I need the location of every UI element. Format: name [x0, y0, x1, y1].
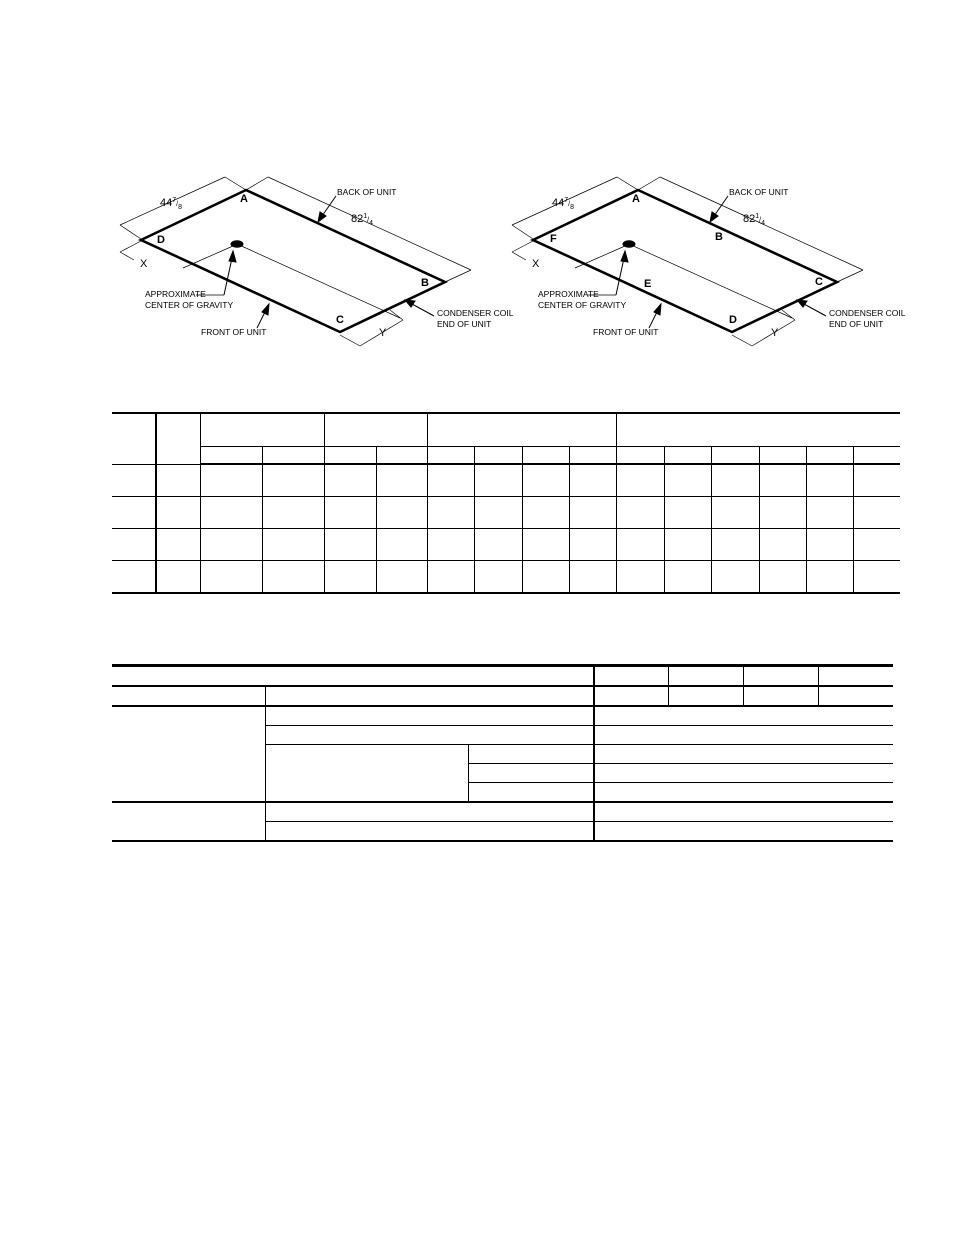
left-corner-a: A	[240, 193, 248, 205]
table-row	[112, 529, 900, 561]
table-header-cell	[818, 666, 893, 687]
table-header-row	[112, 413, 900, 447]
left-width-dim: $44^7_{/8}$	[160, 197, 183, 211]
table-header-cell	[616, 413, 900, 447]
table-header-cell	[265, 686, 594, 706]
left-x-label: X	[140, 258, 148, 270]
left-diagram	[120, 177, 514, 346]
table-header-cell	[324, 413, 427, 447]
table-header-cell	[200, 413, 324, 447]
table-header-cell	[200, 447, 262, 465]
right-y-label: Y	[771, 327, 779, 339]
left-corner-d: D	[157, 234, 165, 246]
center-of-gravity-marker	[231, 240, 244, 248]
left-back-label: BACK OF UNIT	[337, 187, 397, 197]
unit-weight-diagrams	[0, 0, 954, 400]
left-length-dim: $82^1_{/4}$	[351, 213, 374, 227]
table-header-cell	[427, 413, 616, 447]
table-header-cell	[427, 447, 474, 465]
left-corner-c: C	[336, 314, 344, 326]
table-row	[112, 706, 893, 726]
left-cog-label-1: APPROXIMATE	[145, 289, 206, 299]
table-header-cell	[711, 447, 759, 465]
table-header-cell	[324, 447, 376, 465]
table-header-cell	[806, 447, 853, 465]
corner-weight-table	[112, 412, 900, 594]
table-header-row	[112, 686, 893, 706]
table-header-cell	[853, 447, 900, 465]
table-row	[112, 497, 900, 529]
table-header-cell	[112, 686, 265, 706]
table-header-cell	[262, 447, 324, 465]
table-header-cell	[743, 666, 818, 687]
table-header-cell	[156, 413, 200, 464]
left-cog-label-2: CENTER OF GRAVITY	[145, 300, 234, 310]
right-corner-d: D	[729, 314, 737, 326]
table-header-cell	[743, 686, 818, 706]
right-coil-label-2: END OF UNIT	[829, 319, 884, 329]
options-table	[112, 664, 893, 842]
left-front-label: FRONT OF UNIT	[201, 327, 267, 337]
table-header-row	[112, 447, 900, 465]
table-header-cell	[616, 447, 664, 465]
table-header-cell	[759, 447, 806, 465]
table-header-cell	[522, 447, 569, 465]
left-corner-b: B	[421, 277, 429, 289]
table-header-cell	[112, 666, 594, 687]
table-header-cell	[569, 447, 616, 465]
right-back-label: BACK OF UNIT	[729, 187, 789, 197]
center-of-gravity-marker	[623, 240, 636, 248]
table-header-cell	[112, 413, 156, 464]
table-header-cell	[376, 447, 427, 465]
right-corner-f: F	[550, 233, 557, 245]
right-x-label: X	[532, 258, 540, 270]
table-header-cell	[664, 447, 711, 465]
right-cog-label-2: CENTER OF GRAVITY	[538, 300, 627, 310]
table-header-cell	[594, 666, 668, 687]
right-length-dim: $82^1_{/4}$	[743, 213, 766, 227]
right-diagram	[512, 177, 906, 346]
right-width-dim: $44^7_{/8}$	[552, 197, 575, 211]
right-coil-label-1: CONDENSER COIL	[829, 308, 906, 318]
right-corner-e: E	[644, 278, 652, 290]
table-header-cell	[474, 447, 522, 465]
right-front-label: FRONT OF UNIT	[593, 327, 659, 337]
right-corner-a: A	[632, 193, 640, 205]
table-header-cell	[668, 666, 743, 687]
table-row	[112, 802, 893, 822]
left-coil-label-1: CONDENSER COIL	[437, 308, 514, 318]
table-header-row	[112, 666, 893, 687]
table-row	[112, 561, 900, 594]
left-y-label: Y	[379, 327, 387, 339]
table-header-cell	[594, 686, 668, 706]
right-cog-label-1: APPROXIMATE	[538, 289, 599, 299]
table-row	[112, 464, 900, 497]
right-corner-c: C	[815, 276, 823, 288]
table-header-cell	[668, 686, 743, 706]
table-header-cell	[818, 686, 893, 706]
left-coil-label-2: END OF UNIT	[437, 319, 492, 329]
right-corner-b: B	[715, 231, 723, 243]
